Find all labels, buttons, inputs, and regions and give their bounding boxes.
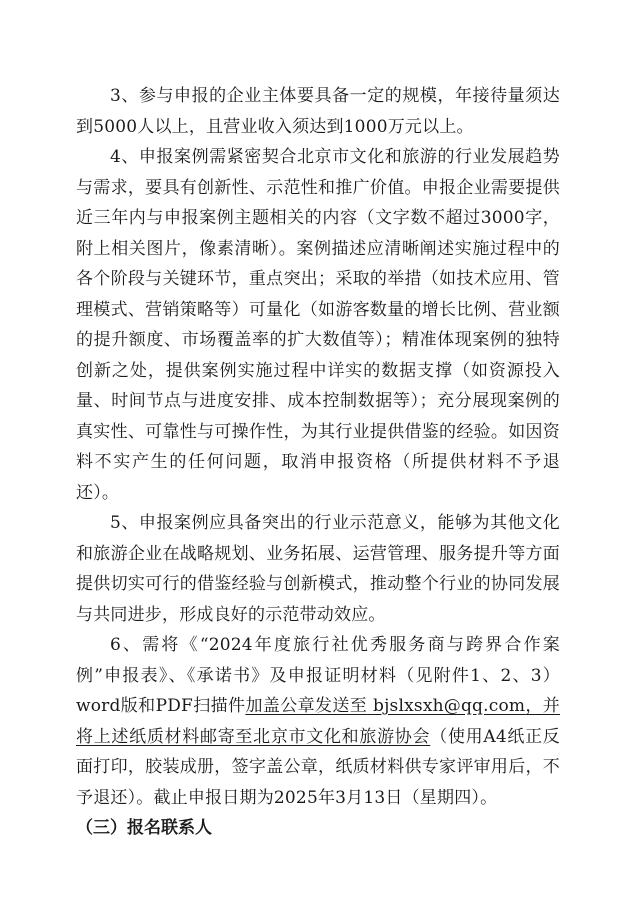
paragraph-4: 4、申报案例需紧密契合北京市文化和旅游的行业发展趋势与需求，要具有创新性、示范性和推广价值。申报企业需要提供近三年内与申报案例主题相关的内容（文字数不超过3000字，附上相关图片，像素清晰）。案例描述应清晰阐述实施过程中的各个阶段与关键环节，重点突出；采取的举措（如技术应用、管理模式、营销策略等）可量化（如游客数量的增长比例、营业额的提升额度、市场覆盖率的扩大数值等）；精准体现案例的独特创新之处，提供案例实施过程中详实的数据支撑（如资源投入量、时间节点与进度安排、成本控制数据等）；充分展现案例的真实性、可靠性与可操作性，为其行业提供借鉴的经验。如因资料不实产生的任何问题，取消申报资格（所提供材料不予退还）。 <box>76 147 560 503</box>
email-address: bjslxsxh@qq.com <box>367 696 526 716</box>
underlined-stamp-instruction: 加盖公章发送至 <box>245 696 368 716</box>
underlined-mail-instruction: ，并将上述纸质材料邮寄至北京市文化和旅游协会 <box>76 696 561 747</box>
section-heading-contacts: （三）报名联系人 <box>76 818 212 838</box>
paragraph-6-text-1: 6、需将《“2024年度旅行社优秀服务商与跨界合作案例”申报表》、《承诺书》及申报证明材料（见附件1、2、3）word版和PDF扫描件 <box>76 635 560 716</box>
document-body <box>76 81 560 844</box>
paragraph-3: 3、参与申报的企业主体要具备一定的规模，年接待量须达到5000人以上，且营业收入须达到1000万元以上。 <box>76 86 560 137</box>
paragraph-6-text-3: （使用A4纸正反面打印，胶装成册，签字盖公章，纸质材料供专家评审用后，不予退还）。截止申报日期为2025年3月13日（星期四）。 <box>76 726 560 808</box>
paragraph-6 <box>76 630 560 813</box>
paragraph-5: 5、申报案例应具备突出的行业示范意义，能够为其他文化和旅游企业在战略规划、业务拓展、运营管理、服务提升等方面提供切实可行的借鉴经验与创新模式，推动整个行业的协同发展与共同进步，形成良好的示范带动效应。 <box>76 513 560 625</box>
